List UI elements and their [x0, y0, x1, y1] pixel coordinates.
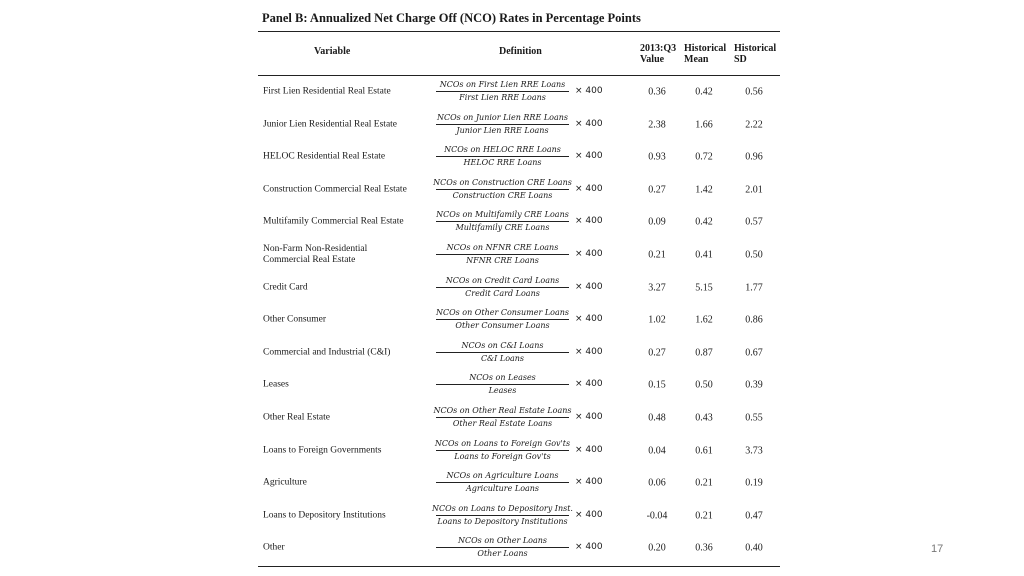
row-q3-value: 0.21: [648, 249, 666, 261]
fraction-bar: [436, 124, 569, 125]
row-multiplier: × 400: [575, 183, 603, 194]
table-row: [258, 272, 780, 304]
fraction-numerator: NCOs on Loans to Depository Inst.: [432, 503, 573, 513]
row-q3-value: 0.15: [648, 379, 666, 391]
row-historical-mean: 1.42: [695, 184, 713, 196]
row-variable: First Lien Residential Real Estate: [263, 86, 391, 97]
row-variable: Non-Farm Non-Residential Commercial Real Estate: [263, 244, 368, 265]
fraction-numerator: NCOs on Credit Card Loans: [445, 275, 560, 285]
row-historical-mean: 0.50: [695, 379, 713, 391]
row-q3-value: 0.36: [648, 86, 666, 98]
fraction-bar: [436, 417, 569, 418]
row-historical-sd: 0.57: [745, 216, 763, 228]
row-variable: Loans to Depository Institutions: [263, 510, 386, 521]
row-historical-sd: 3.73: [745, 445, 763, 457]
row-q3-value: 0.09: [648, 216, 666, 228]
row-multiplier: × 400: [575, 314, 603, 325]
row-historical-mean: 0.21: [695, 510, 713, 522]
row-multiplier: × 400: [575, 477, 603, 488]
row-multiplier: × 400: [575, 444, 603, 455]
fraction-bar: [436, 189, 569, 190]
fraction-bar: [436, 482, 569, 483]
row-historical-sd: 0.40: [745, 542, 763, 554]
header-sd-line1: Historical: [734, 43, 777, 54]
row-q3-value: 0.27: [648, 347, 666, 359]
fraction-numerator: NCOs on Other Consumer Loans: [435, 308, 570, 318]
fraction-numerator: NCOs on Construction CRE Loans: [433, 177, 572, 187]
header-historical-sd: [734, 43, 780, 65]
fraction-numerator: NCOs on Leases: [469, 373, 536, 383]
row-historical-sd: 1.77: [745, 282, 763, 294]
header-mean-line1: Historical: [684, 43, 727, 54]
row-variable: Multifamily Commercial Real Estate: [263, 216, 404, 227]
row-q3-value: 2.38: [648, 119, 666, 131]
row-variable: Loans to Foreign Governments: [263, 445, 382, 456]
row-historical-mean: 1.66: [695, 119, 713, 131]
row-multiplier: × 400: [575, 346, 603, 357]
row-variable: Other Consumer: [263, 314, 327, 325]
table-row: [258, 532, 780, 564]
row-historical-sd: 0.50: [745, 249, 763, 261]
table-row: [258, 500, 780, 532]
row-definition-fraction: [430, 239, 575, 271]
row-q3-value: 0.06: [648, 477, 666, 489]
header-definition: Definition: [499, 46, 542, 57]
fraction-denominator: NFNR CRE Loans: [466, 256, 539, 265]
row-historical-mean: 0.72: [695, 151, 713, 163]
fraction-denominator: Construction CRE Loans: [452, 190, 553, 200]
fraction-numerator: NCOs on Loans to Foreign Gov'ts: [434, 438, 571, 448]
fraction-denominator: Agriculture Loans: [465, 484, 540, 494]
fraction-denominator: Leases: [488, 386, 517, 396]
table-row: [258, 141, 780, 173]
row-historical-mean: 0.87: [695, 347, 713, 359]
fraction-denominator: Credit Card Loans: [465, 288, 540, 298]
fraction-denominator: C&I Loans: [480, 353, 525, 363]
row-historical-sd: 0.67: [745, 347, 763, 359]
fraction-bar: [436, 319, 569, 320]
row-q3-value: 0.48: [648, 412, 666, 424]
table-row: [258, 369, 780, 401]
fraction-numerator: NCOs on Other Real Estate Loans: [433, 406, 572, 415]
fraction-bar: [436, 384, 569, 385]
fraction-numerator: NCOs on NFNR CRE Loans: [446, 243, 559, 252]
row-q3-value: 0.04: [648, 445, 666, 457]
table-row: [258, 174, 780, 206]
row-definition-fraction: [430, 532, 575, 564]
row-multiplier: × 400: [575, 151, 603, 162]
row-historical-mean: 1.62: [695, 314, 713, 326]
fraction-denominator: Junior Lien RRE Loans: [456, 125, 549, 135]
table-row: [258, 467, 780, 499]
fraction-denominator: HELOC RRE Loans: [463, 158, 542, 168]
row-variable: Junior Lien Residential Real Estate: [263, 119, 398, 130]
table-top-rule: [258, 31, 780, 32]
row-historical-sd: 0.55: [745, 412, 763, 424]
fraction-numerator: NCOs on First Lien RRE Loans: [439, 80, 566, 89]
row-historical-sd: 0.56: [745, 86, 763, 98]
header-q3-line2: Value: [640, 54, 665, 65]
table-row: [258, 402, 780, 434]
fraction-numerator: NCOs on Agriculture Loans: [446, 471, 559, 481]
header-historical-mean: [684, 43, 730, 65]
fraction-bar: [436, 547, 569, 548]
table-row: [258, 337, 780, 369]
row-variable: Other Real Estate: [263, 412, 331, 423]
row-definition-fraction: [430, 369, 575, 401]
fraction-bar: [436, 254, 569, 255]
row-definition-fraction: [430, 76, 575, 108]
row-multiplier: × 400: [575, 412, 603, 422]
fraction-bar: [436, 156, 569, 157]
header-sd-line2: SD: [734, 54, 747, 65]
row-q3-value: 1.02: [648, 314, 666, 326]
row-variable: Leases: [263, 379, 289, 390]
row-multiplier: × 400: [575, 118, 603, 129]
row-variable: Commercial and Industrial (C&I): [263, 347, 391, 358]
row-historical-sd: 0.19: [745, 477, 763, 489]
fraction-numerator: NCOs on Junior Lien RRE Loans: [437, 112, 568, 122]
fraction-numerator: NCOs on Other Loans: [457, 536, 548, 546]
table-row: [258, 206, 780, 238]
row-historical-mean: 0.21: [695, 477, 713, 489]
row-q3-value: 0.27: [648, 184, 666, 196]
row-definition-fraction: [430, 272, 575, 304]
row-historical-mean: 0.61: [695, 445, 713, 457]
row-definition-fraction: [430, 435, 575, 467]
row-q3-value: 0.20: [648, 542, 666, 554]
row-historical-mean: 5.15: [695, 282, 713, 294]
fraction-bar: [436, 287, 569, 288]
fraction-numerator: NCOs on HELOC RRE Loans: [444, 145, 561, 155]
header-q3-line1: 2013:Q3: [640, 43, 677, 54]
row-historical-sd: 0.96: [745, 151, 763, 163]
fraction-denominator: Other Real Estate Loans: [452, 419, 553, 428]
table-row: [258, 435, 780, 467]
table-row: [258, 239, 780, 271]
fraction-denominator: Other Consumer Loans: [455, 321, 550, 331]
row-historical-mean: 0.36: [695, 542, 713, 554]
row-multiplier: × 400: [575, 542, 603, 553]
row-definition-fraction: [430, 500, 575, 532]
row-definition-fraction: [430, 174, 575, 206]
row-multiplier: × 400: [575, 216, 603, 227]
table-row: [258, 304, 780, 336]
header-mean-line2: Mean: [684, 54, 709, 65]
row-historical-mean: 0.43: [695, 412, 713, 424]
row-historical-mean: 0.42: [695, 216, 713, 228]
row-historical-sd: 2.01: [745, 184, 763, 196]
fraction-bar: [436, 515, 569, 516]
row-definition-fraction: [430, 141, 575, 173]
row-historical-sd: 2.22: [745, 119, 763, 131]
row-q3-value: 0.93: [648, 151, 666, 163]
fraction-denominator: Other Loans: [477, 549, 528, 559]
row-q3-value: 3.27: [648, 282, 666, 294]
row-multiplier: × 400: [575, 281, 603, 292]
row-variable: Other: [263, 542, 285, 553]
fraction-bar: [436, 450, 569, 451]
row-definition-fraction: [430, 206, 575, 238]
row-variable: Construction Commercial Real Estate: [263, 184, 407, 195]
header-variable: Variable: [314, 46, 351, 57]
row-historical-sd: 0.47: [745, 510, 763, 522]
row-multiplier: × 400: [575, 379, 603, 390]
fraction-bar: [436, 352, 569, 353]
row-historical-mean: 0.42: [695, 86, 713, 98]
fraction-bar: [436, 91, 569, 92]
fraction-denominator: First Lien RRE Loans: [459, 93, 546, 102]
row-variable: Credit Card: [263, 282, 308, 293]
row-definition-fraction: [430, 304, 575, 336]
fraction-numerator: NCOs on Multifamily CRE Loans: [436, 210, 569, 220]
table-row: [258, 76, 780, 108]
row-historical-sd: 0.39: [745, 379, 763, 391]
row-definition-fraction: [430, 109, 575, 141]
row-historical-sd: 0.86: [745, 314, 763, 326]
fraction-numerator: NCOs on C&I Loans: [461, 340, 544, 350]
fraction-denominator: Loans to Depository Institutions: [437, 516, 568, 526]
page-number: 17: [931, 543, 944, 555]
row-variable: Agriculture: [263, 477, 307, 488]
row-multiplier: × 400: [575, 509, 603, 520]
table-row: [258, 109, 780, 141]
fraction-denominator: Multifamily CRE Loans: [455, 223, 550, 233]
row-multiplier: × 400: [575, 86, 603, 96]
row-definition-fraction: [430, 467, 575, 499]
panel-title: Panel B: Annualized Net Charge Off (NCO) Rates in Percentage Points: [262, 11, 641, 25]
row-definition-fraction: [430, 337, 575, 369]
fraction-bar: [436, 221, 569, 222]
row-variable: HELOC Residential Real Estate: [263, 151, 386, 162]
row-historical-mean: 0.41: [695, 249, 713, 261]
fraction-denominator: Loans to Foreign Gov'ts: [454, 451, 551, 461]
row-definition-fraction: [430, 402, 575, 434]
header-q3-value: [640, 43, 686, 65]
row-multiplier: × 400: [575, 249, 603, 259]
table-bottom-rule: [258, 566, 780, 567]
row-q3-value: -0.04: [646, 510, 668, 522]
